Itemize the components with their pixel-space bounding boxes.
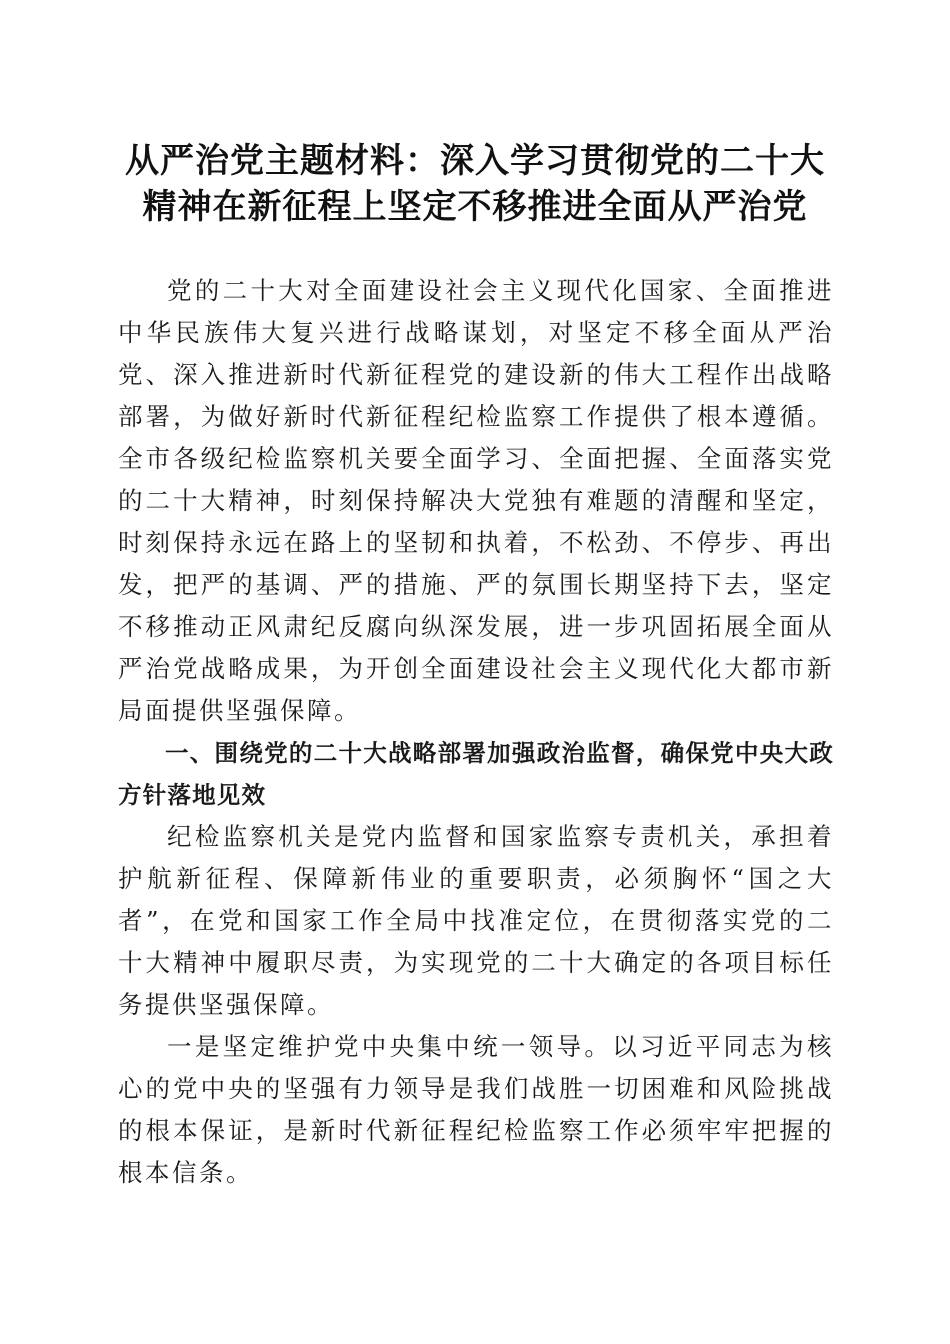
title-line-2: 精神在新征程上坚定不移推进全面从严治党 [142, 187, 808, 227]
point-1-text: 以习近平同志为核心的党中央的坚强有力领导是我们战胜一切困难和风险挑战的根本保证，是新时代新征程纪检监察工作必须牢牢把握的根本信条。 [118, 1032, 835, 1187]
document-title [90, 138, 860, 230]
document-body [118, 270, 834, 1194]
title-line-1: 从严治党主题材料：深入学习贯彻党的二十大 [125, 141, 825, 181]
intro-paragraph: 党的二十大对全面建设社会主义现代化国家、全面推进中华民族伟大复兴进行战略谋划，对坚定不移全面从严治党、深入推进新时代新征程党的建设新的伟大工程作出战略部署，为做好新时代新征程纪检监察工作提供了根本遵循。全市各级纪检监察机关要全面学习、全面把握、全面落实党的二十大精神，时刻保持解决大党独有难题的清醒和坚定，时刻保持永远在路上的坚韧和执着，不松劲、不停步、再出发，把严的基调、严的措施、严的氛围长期坚持下去，坚定不移推动正风肃纪反腐向纵深发展，进一步巩固拓展全面从严治党战略成果，为开创全面建设社会主义现代化大都市新局面提供坚强保障。 [118, 276, 834, 725]
section-1-paragraph: 纪检监察机关是党内监督和国家监察专责机关，承担着护航新征程、保障新伟业的重要职责，必须胸怀“国之大者”，在党和国家工作全局中找准定位，在贯彻落实党的二十大精神中履职尽责，为实现党的二十大确定的各项目标任务提供坚强保障。 [118, 822, 834, 1019]
point-1-lead: 一是坚定维护党中央集中统一领导。 [167, 1032, 613, 1061]
point-1-paragraph [118, 1026, 834, 1194]
section-1-heading: 一、围绕党的二十大战略部署加强政治监督，确保党中央大政方针落地见效 [118, 739, 834, 809]
